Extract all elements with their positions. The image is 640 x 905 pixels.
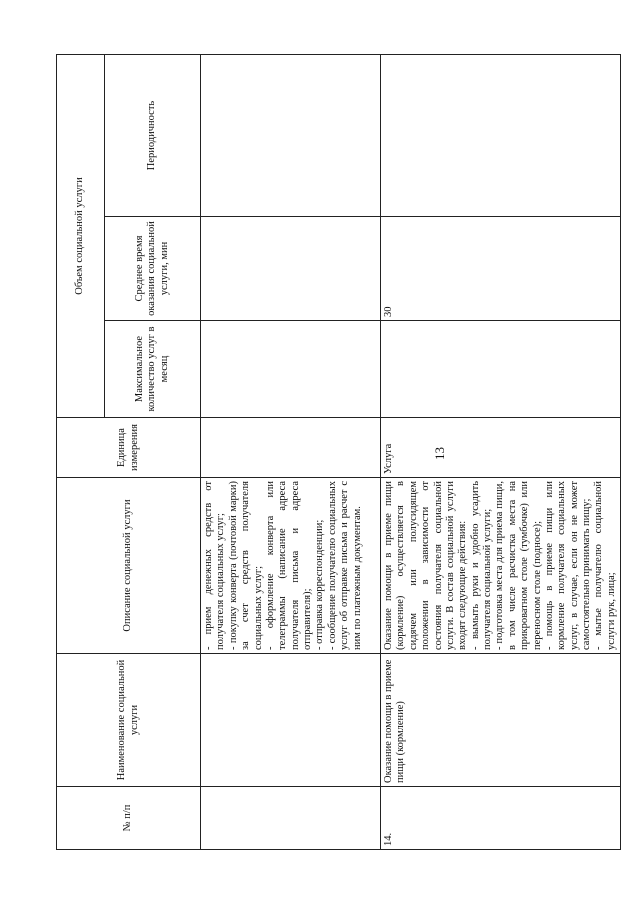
desc-line: - прием денежных средств от получателя социальных услуг;: [203, 481, 227, 650]
row-unit: [201, 418, 381, 478]
header-num: № п/п: [57, 787, 201, 850]
row-num: [201, 787, 381, 850]
desc-line: - подготовка места для приема пищи, в том числе расчистка места на прикроватном столе (тумбочке) или переносном столе (подносе);: [494, 481, 543, 650]
desc-line: - помощь в приеме пищи или кормление получателя социальных услуг, в случае, если он не может самостоятельно принимать пищу;: [543, 481, 592, 650]
table-row: [201, 55, 381, 850]
desc-line: - отправка корреспонденции;: [314, 519, 326, 650]
row-period: [201, 55, 381, 217]
row-name: [201, 654, 381, 787]
desc-line: - вымыть руки и удобно усадить получателя социальной услуги;: [469, 481, 493, 650]
desc-line: - сообщение получателю социальных услуг об отправке письма и расчет с ним по платежным документам.: [326, 481, 363, 650]
header-name: Наименование социальной услуги: [57, 654, 201, 787]
row-period: [381, 55, 621, 217]
desc-line: - мытье получателю социальной услуги рук, лица;: [593, 481, 617, 650]
header-max-qty: Максимальное количество услуг в месяц: [105, 321, 201, 418]
header-avg-time: Среднее время оказания социальной услуги, мин: [105, 217, 201, 321]
page-number: 13: [432, 447, 447, 460]
row-description: [381, 478, 621, 654]
header-row-1: [57, 55, 105, 850]
row-max-qty: [381, 321, 621, 418]
header-period: Периодичность: [105, 55, 201, 217]
row-avg-time: [201, 217, 381, 321]
row-avg-time: 30: [381, 217, 621, 321]
services-table: [56, 54, 621, 850]
header-unit: Единица измерения: [57, 418, 201, 478]
header-desc: Описание социальной услуги: [57, 478, 201, 654]
row-name: Оказание помощи в приеме пищи (кормление): [381, 654, 621, 787]
header-volume-group: Объем социальной услуги: [57, 55, 105, 418]
desc-line: - оформление конверта или телеграммы (написание адреса получателя письма и адреса отправителя);: [264, 481, 313, 650]
table-row: [381, 55, 621, 850]
row-unit: Услуга: [381, 418, 621, 478]
row-num: 14.: [381, 787, 621, 850]
desc-line: Оказание помощи в приеме пищи (кормление) осуществляется в сидячем или полусидящем положении в зависимости от состояния получателя социальной услуги. В состав социальной услуги входят следующие действия:: [383, 481, 469, 650]
row-max-qty: [201, 321, 381, 418]
row-description: [201, 478, 381, 654]
desc-line: - покупку конверта (почтовой марки) за счет средств получателя социальных услуг;: [227, 481, 264, 650]
